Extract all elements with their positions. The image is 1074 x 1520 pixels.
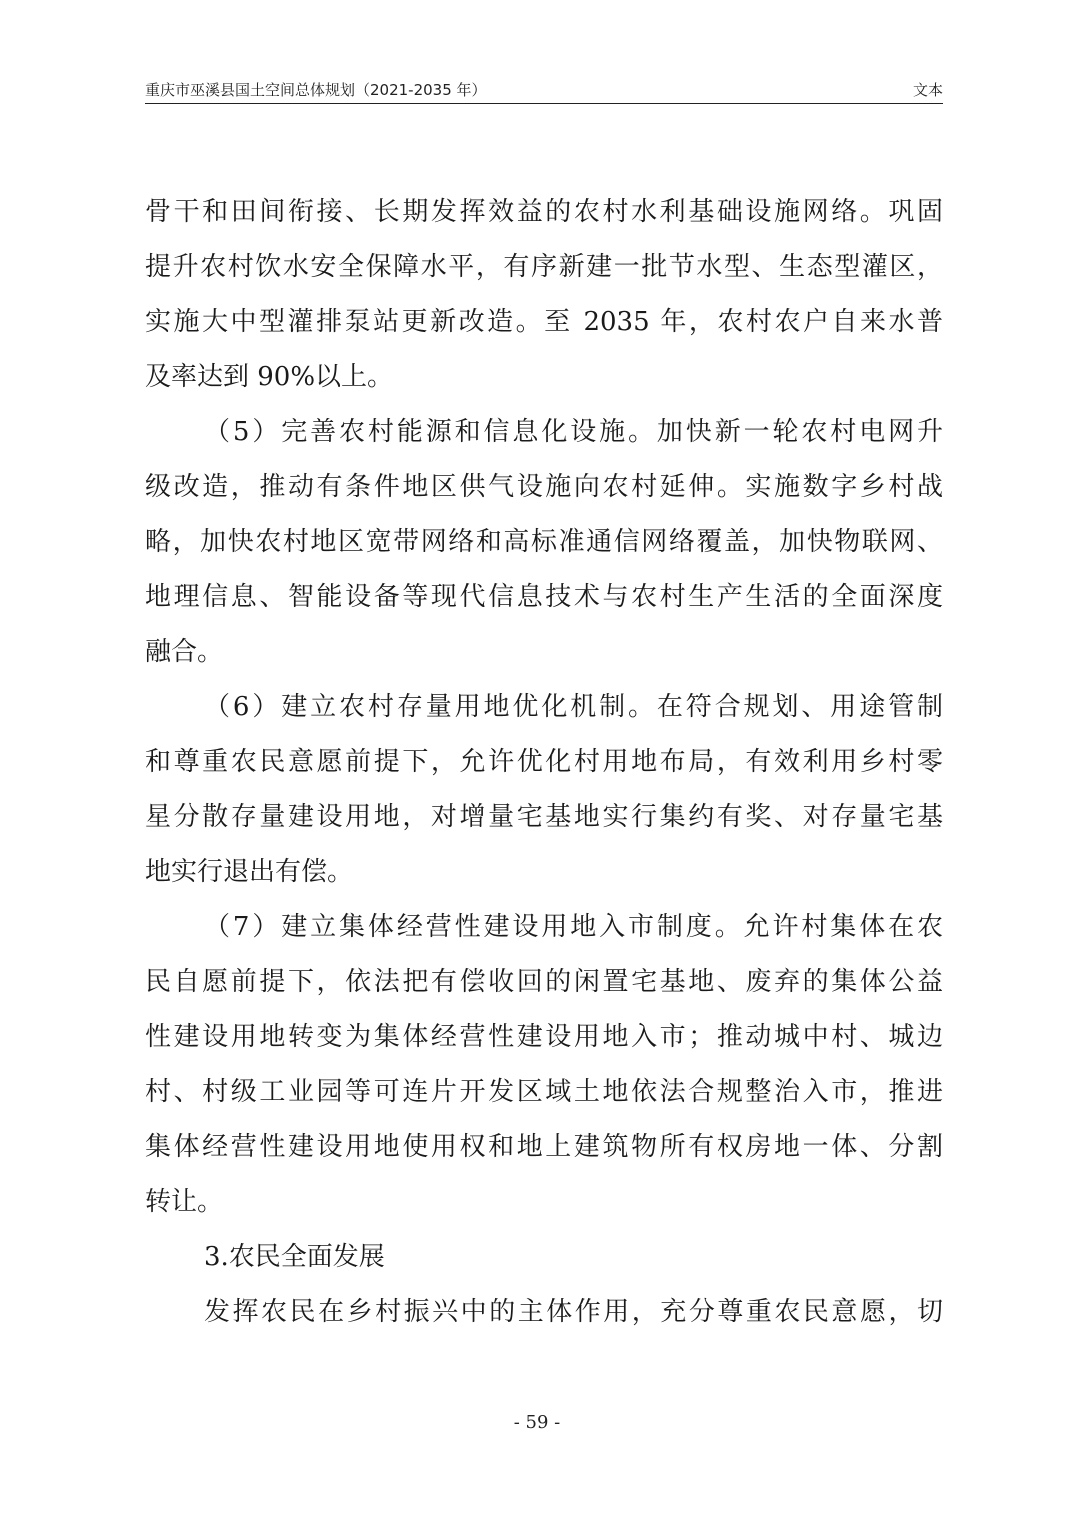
text-line: 村、村级工业园等可连片开发区域土地依法合规整治入市，推进 (145, 1077, 943, 1107)
text-line: 性建设用地转变为集体经营性建设用地入市；推动城中村、城边 (145, 1022, 943, 1052)
text-line: 提升农村饮水安全保障水平，有序新建一批节水型、生态型灌区， (145, 252, 943, 282)
document-title: 重庆市巫溪县国土空间总体规划（2021-2035 年） (145, 81, 487, 99)
page-number: - 59 - (513, 1412, 561, 1433)
document-type-label: 文本 (912, 81, 943, 99)
text-line: 星分散存量建设用地，对增量宅基地实行集约有奖、对存量宅基 (145, 802, 943, 832)
text-line: 发挥农民在乡村振兴中的主体作用，充分尊重农民意愿，切 (204, 1297, 943, 1327)
text-line: 骨干和田间衔接、长期发挥效益的农村水利基础设施网络。巩固 (145, 197, 943, 227)
body-text (145, 185, 943, 1340)
text-line: 融合。 (145, 637, 224, 667)
text-line: 地实行退出有偿。 (145, 857, 354, 887)
paragraph-6-first-line: （6）建立农村存量用地优化机制。在符合规划、用途管制 (204, 692, 943, 722)
section-heading: 3.农民全面发展 (204, 1242, 385, 1272)
text-line: 地理信息、智能设备等现代信息技术与农村生产生活的全面深度 (145, 582, 943, 612)
paragraph-5-first-line: （5）完善农村能源和信息化设施。加快新一轮农村电网升 (204, 417, 943, 447)
text-line: 及率达到 90%以上。 (145, 362, 394, 392)
text-line: 集体经营性建设用地使用权和地上建筑物所有权房地一体、分割 (145, 1132, 943, 1162)
text-line: 转让。 (145, 1187, 224, 1217)
page-header (145, 77, 943, 104)
text-line: 实施大中型灌排泵站更新改造。至 2035 年，农村农户自来水普 (145, 307, 943, 337)
text-line: 略，加快农村地区宽带网络和高标准通信网络覆盖，加快物联网、 (145, 527, 943, 557)
text-line: 级改造，推动有条件地区供气设施向农村延伸。实施数字乡村战 (145, 472, 943, 502)
text-line: 和尊重农民意愿前提下，允许优化村用地布局，有效利用乡村零 (145, 747, 943, 777)
text-line: 民自愿前提下，依法把有偿收回的闲置宅基地、废弃的集体公益 (145, 967, 943, 997)
paragraph-7-first-line: （7）建立集体经营性建设用地入市制度。允许村集体在农 (204, 912, 943, 942)
